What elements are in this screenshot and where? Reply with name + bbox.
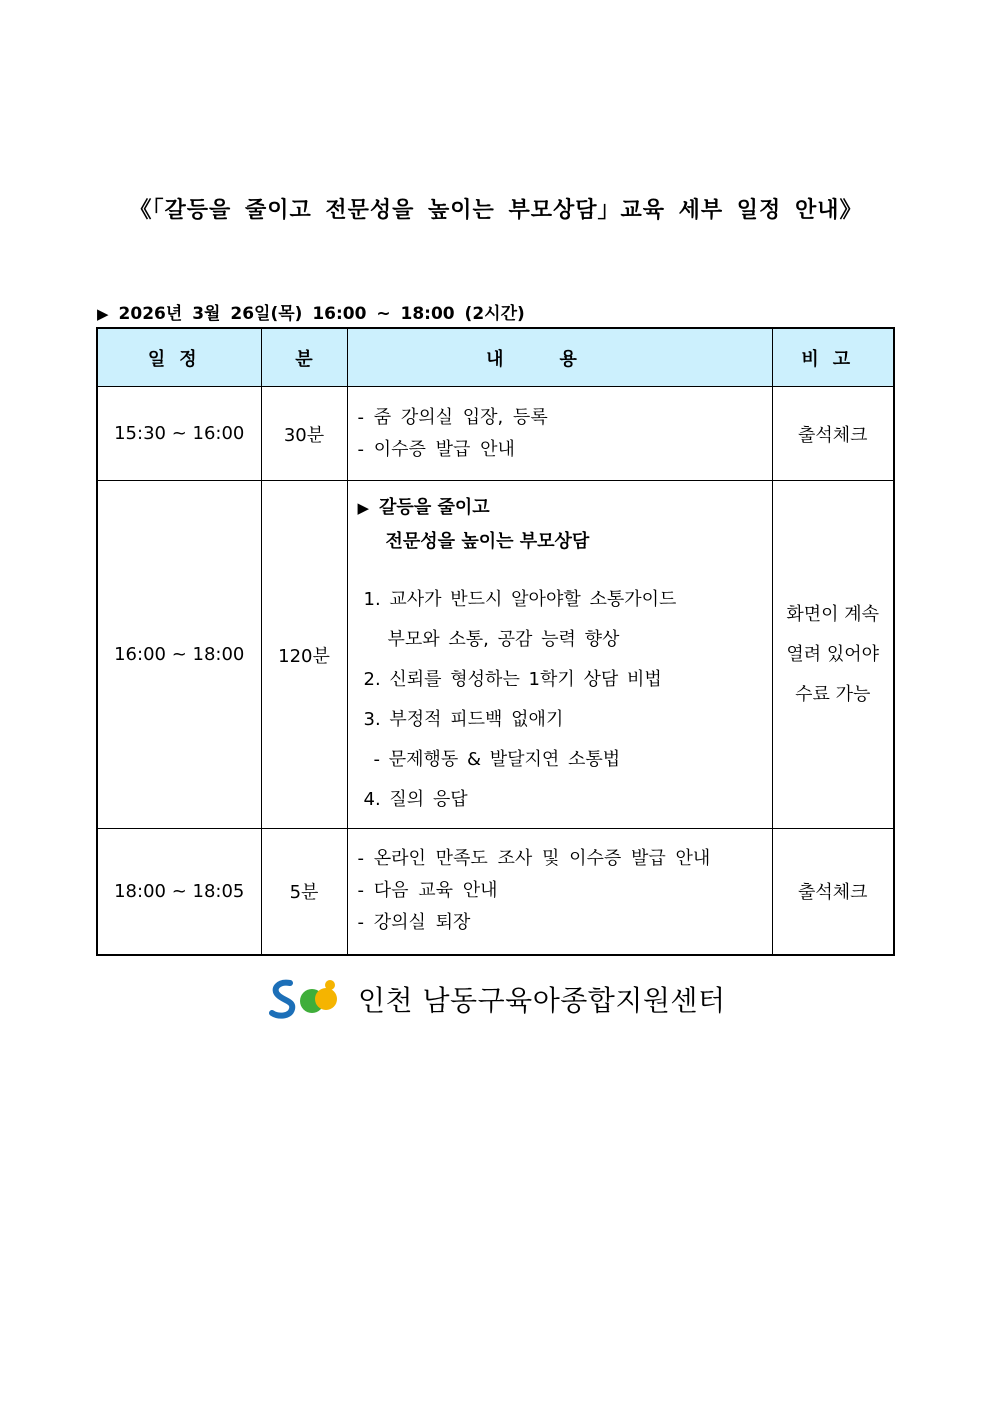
header-minutes: 분 [261,328,347,387]
list-item: 2. 신뢰를 형성하는 1학기 상담 비법 [363,668,662,690]
list-item: 1. 교사가 반드시 알아야할 소통가이드 [363,588,677,610]
triangle-right-icon: ▶ [357,498,370,517]
center-logo-icon [268,977,346,1021]
row-content [347,481,772,829]
row-note: 출석체크 [772,387,894,481]
event-datetime [97,299,525,324]
section-title [358,492,762,524]
footer [268,977,726,1021]
triangle-right-icon: ▶ [97,305,109,323]
row-time: 18:00 ~ 18:05 [97,829,261,955]
note-line: 화면이 계속 [786,603,880,625]
list-item: 부모와 소통, 공감 능력 향상 [387,628,620,650]
note-line: 수료 가능 [795,683,871,705]
table-row [97,829,894,955]
row-note: 출석체크 [772,829,894,955]
section-title-line-1: 갈등을 줄이고 [379,496,490,518]
content-line: - 강의실 퇴장 [357,912,471,934]
organization-name: 인천 남동구육아종합지원센터 [358,984,726,1017]
header-remarks: 비고 [772,328,894,387]
row-minutes: 120분 [261,481,347,829]
list-item: 3. 부정적 피드백 없애기 [363,708,564,730]
table-row [97,481,894,829]
page-title: 《「갈등을 줄이고 전문성을 높이는 부모상담」교육 세부 일정 안내》 [129,198,863,223]
header-schedule: 일정 [97,328,261,387]
content-line: - 줌 강의실 입장, 등록 [357,406,548,428]
session-items [358,580,762,820]
section-title-line-2: 전문성을 높이는 부모상담 [385,530,590,552]
row-minutes: 5분 [261,829,347,955]
schedule-table [96,327,895,956]
row-content [347,387,772,481]
note-line: 열려 있어야 [786,643,880,665]
row-minutes: 30분 [261,387,347,481]
table-header-row [97,328,894,387]
event-datetime-text: 2026년 3월 26일(목) 16:00 ~ 18:00 (2시간) [118,304,525,324]
row-note [772,481,894,829]
content-line: - 이수증 발급 안내 [357,438,515,460]
list-item: 4. 질의 응답 [363,788,468,810]
header-content: 내용 [347,328,772,387]
row-time: 16:00 ~ 18:00 [97,481,261,829]
list-item: - 문제행동 & 발달지연 소통법 [373,748,621,770]
content-line: - 온라인 만족도 조사 및 이수증 발급 안내 [357,848,711,870]
content-line: - 다음 교육 안내 [357,880,498,902]
row-time: 15:30 ~ 16:00 [97,387,261,481]
row-content [347,829,772,955]
table-row [97,387,894,481]
